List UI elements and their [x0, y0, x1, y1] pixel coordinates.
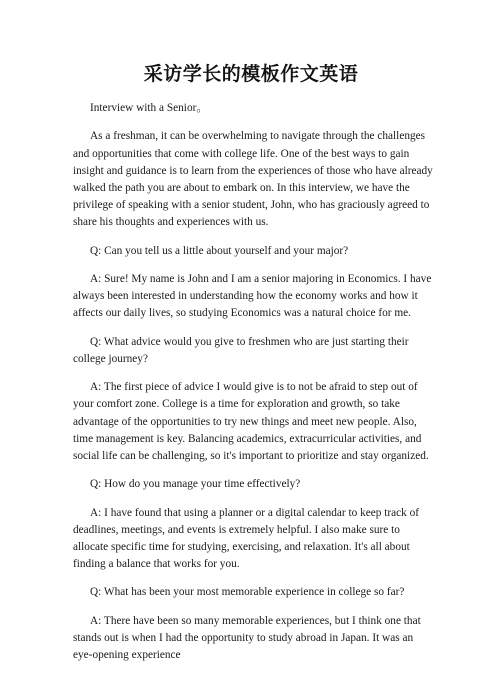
question-1: Q: Can you tell us a little about yourself and your major?	[90, 244, 349, 257]
question-4: Q: What has been your most memorable experience in college so far?	[90, 586, 405, 599]
answer-4: A: There have been so many memorable experiences, but I think one that stands out is when I had the opportunity to study abroad in Japan. It was an eye-opening experience	[73, 614, 421, 662]
document-title: 采访学长的模板作文英语	[143, 63, 359, 85]
question-2: Q: What advice would you give to freshmen who are just starting their college journey?	[73, 335, 409, 365]
answer-3: A: I have found that using a planner or a digital calendar to keep track of deadlines, meetings, and events is extremely helpful. I also make sure to allocate specific time for studying, exercising, and relaxation. It's all about finding a balance that works for you.	[73, 506, 420, 571]
answer-2: A: The first piece of advice I would give is to not be afraid to step out of your comfort zone. College is a time for exploration and growth, so take advantage of the opportunities to try new things and meet new people. Also, time management is key. Balancing academics, extracurricular activities, and social life can be challenging, so it's important to prioritize and stay organized.	[73, 381, 429, 462]
paragraph-intro: As a freshman, it can be overwhelming to navigate through the challenges and opportunities that come with college life. One of the best ways to gain insight and guidance is to learn from the experiences of those who have already walked the path you are about to embark on. In this interview, we have the privilege of speaking with a senior student, John, who has graciously agreed to share his thoughts and experiences with us.	[73, 130, 433, 229]
answer-1: A: Sure! My name is John and I am a senior majoring in Economics. I have always been interested in understanding how the economy works and how it affects our daily lives, so studying Economics was a natural choice for me.	[73, 272, 432, 320]
document-body	[73, 100, 435, 675]
paragraph-heading: Interview with a Senior。	[90, 102, 208, 114]
question-3: Q: How do you manage your time effectively?	[90, 478, 301, 491]
